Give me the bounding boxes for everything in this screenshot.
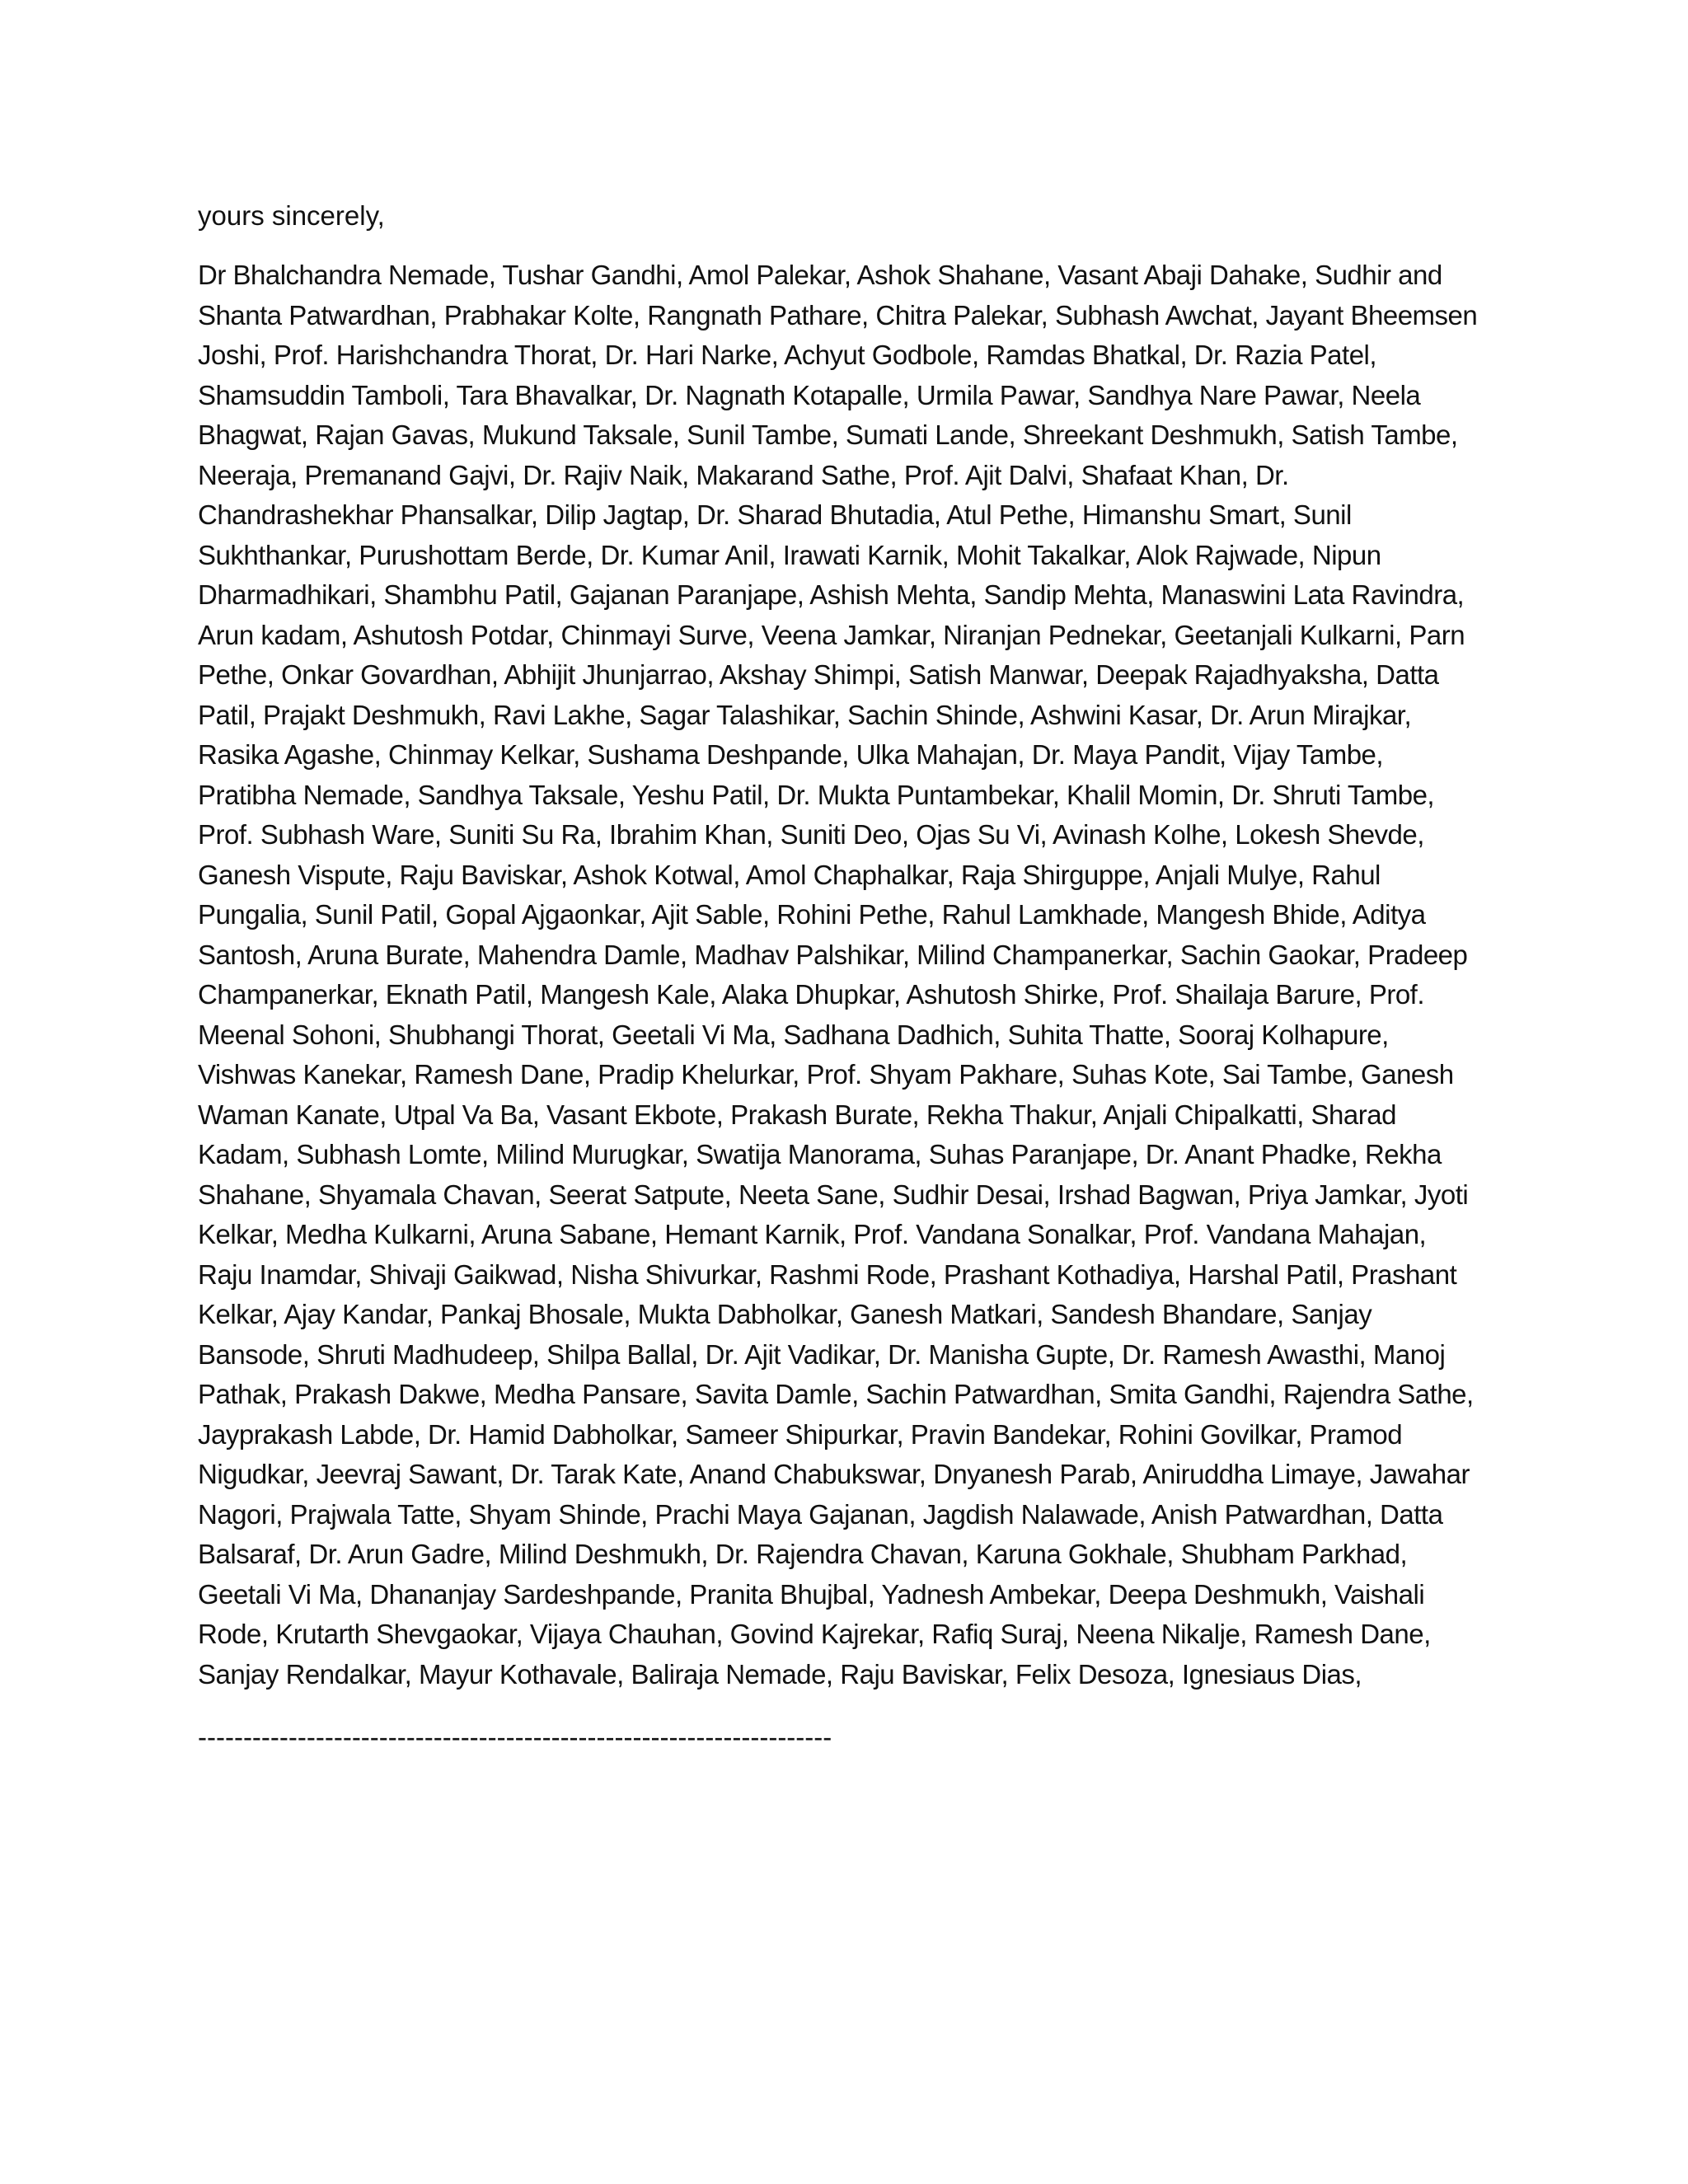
- letter-body: [198, 196, 1484, 1757]
- signatories-list: Dr Bhalchandra Nemade, Tushar Gandhi, Amol Palekar, Ashok Shahane, Vasant Abaji Dahake, Sudhir and Shanta Patwardhan, Prabhakar Kolte, Rangnath Pathare, Chitra Palekar, Subhash Awchat, Jayant Bheemsen Joshi, Prof. Harishchandra Thorat, Dr. Hari Narke, Achyut Godbole, Ramdas Bhatkal, Dr. Razia Patel, Shamsuddin Tamboli, Tara Bhavalkar, Dr. Nagnath Kotapalle, Urmila Pawar, Sandhya Nare Pawar, Neela Bhagwat, Rajan Gavas, Mukund Taksale, Sunil Tambe, Sumati Lande, Shreekant Deshmukh, Satish Tambe, Neeraja, Premanand Gajvi, Dr. Rajiv Naik, Makarand Sathe, Prof. Ajit Dalvi, Shafaat Khan, Dr. Chandrashekhar Phansalkar, Dilip Jagtap, Dr. Sharad Bhutadia, Atul Pethe, Himanshu Smart, Sunil Sukhthankar, Purushottam Berde, Dr. Kumar Anil, Irawati Karnik, Mohit Takalkar, Alok Rajwade, Nipun Dharmadhikari, Shambhu Patil, Gajanan Paranjape, Ashish Mehta, Sandip Mehta, Manaswini Lata Ravindra, Arun kadam, Ashutosh Potdar, Chinmayi Surve, Veena Jamkar, Niranjan Pednekar, Geetanjali Kulkarni, Parn Pethe, Onkar Govardhan, Abhijit Jhunjarrao, Akshay Shimpi, Satish Manwar, Deepak Rajadhyaksha, Datta Patil, Prajakt Deshmukh, Ravi Lakhe, Sagar Talashikar, Sachin Shinde, Ashwini Kasar, Dr. Arun Mirajkar, Rasika Agashe, Chinmay Kelkar, Sushama Deshpande, Ulka Mahajan, Dr. Maya Pandit, Vijay Tambe, Pratibha Nemade, Sandhya Taksale, Yeshu Patil, Dr. Mukta Puntambekar, Khalil Momin, Dr. Shruti Tambe, Prof. Subhash Ware, Suniti Su Ra, Ibrahim Khan, Suniti Deo, Ojas Su Vi, Avinash Kolhe, Lokesh Shevde, Ganesh Vispute, Raju Baviskar, Ashok Kotwal, Amol Chaphalkar, Raja Shirguppe, Anjali Mulye, Rahul Pungalia, Sunil Patil, Gopal Ajgaonkar, Ajit Sable, Rohini Pethe, Rahul Lamkhade, Mangesh Bhide, Aditya Santosh, Aruna Burate, Mahendra Damle, Madhav Palshikar, Milind Champanerkar, Sachin Gaokar, Pradeep Champanerkar, Eknath Patil, Mangesh Kale, Alaka Dhupkar, Ashutosh Shirke, Prof. Shailaja Barure, Prof. Meenal Sohoni, Shubhangi Thorat, Geetali Vi Ma, Sadhana Dadhich, Suhita Thatte, Sooraj Kolhapure, Vishwas Kanekar, Ramesh Dane, Pradip Khelurkar, Prof. Shyam Pakhare, Suhas Kote, Sai Tambe, Ganesh Waman Kanate, Utpal Va Ba, Vasant Ekbote, Prakash Burate, Rekha Thakur, Anjali Chipalkatti, Sharad Kadam, Subhash Lomte, Milind Murugkar, Swatija Manorama, Suhas Paranjape, Dr. Anant Phadke, Rekha Shahane, Shyamala Chavan, Seerat Satpute, Neeta Sane, Sudhir Desai, Irshad Bagwan, Priya Jamkar, Jyoti Kelkar, Medha Kulkarni, Aruna Sabane, Hemant Karnik, Prof. Vandana Sonalkar, Prof. Vandana Mahajan, Raju Inamdar, Shivaji Gaikwad, Nisha Shivurkar, Rashmi Rode, Prashant Kothadiya, Harshal Patil, Prashant Kelkar, Ajay Kandar, Pankaj Bhosale, Mukta Dabholkar, Ganesh Matkari, Sandesh Bhandare, Sanjay Bansode, Shruti Madhudeep, Shilpa Ballal, Dr. Ajit Vadikar, Dr. Manisha Gupte, Dr. Ramesh Awasthi, Manoj Pathak, Prakash Dakwe, Medha Pansare, Savita Damle, Sachin Patwardhan, Smita Gandhi, Rajendra Sathe, Jayprakash Labde, Dr. Hamid Dabholkar, Sameer Shipurkar, Pravin Bandekar, Rohini Govilkar, Pramod Nigudkar, Jeevraj Sawant, Dr. Tarak Kate, Anand Chabukswar, Dnyanesh Parab, Aniruddha Limaye, Jawahar Nagori, Prajwala Tatte, Shyam Shinde, Prachi Maya Gajanan, Jagdish Nalawade, Anish Patwardhan, Datta Balsaraf, Dr. Arun Gadre, Milind Deshmukh, Dr. Rajendra Chavan, Karuna Gokhale, Shubham Parkhad, Geetali Vi Ma, Dhananjay Sardeshpande, Pranita Bhujbal, Yadnesh Ambekar, Deepa Deshmukh, Vaishali Rode, Krutarth Shevgaokar, Vijaya Chauhan, Govind Kajrekar, Rafiq Suraj, Neena Nikalje, Ramesh Dane, Sanjay Rendalkar, Mayur Kothavale, Baliraja Nemade, Raju Baviskar, Felix Desoza, Ignesiaus Dias,: [198, 260, 1478, 1690]
- dashed-divider: ----------------------------------------------------------------------: [198, 1722, 832, 1752]
- closing-salutation: yours sincerely,: [198, 200, 385, 231]
